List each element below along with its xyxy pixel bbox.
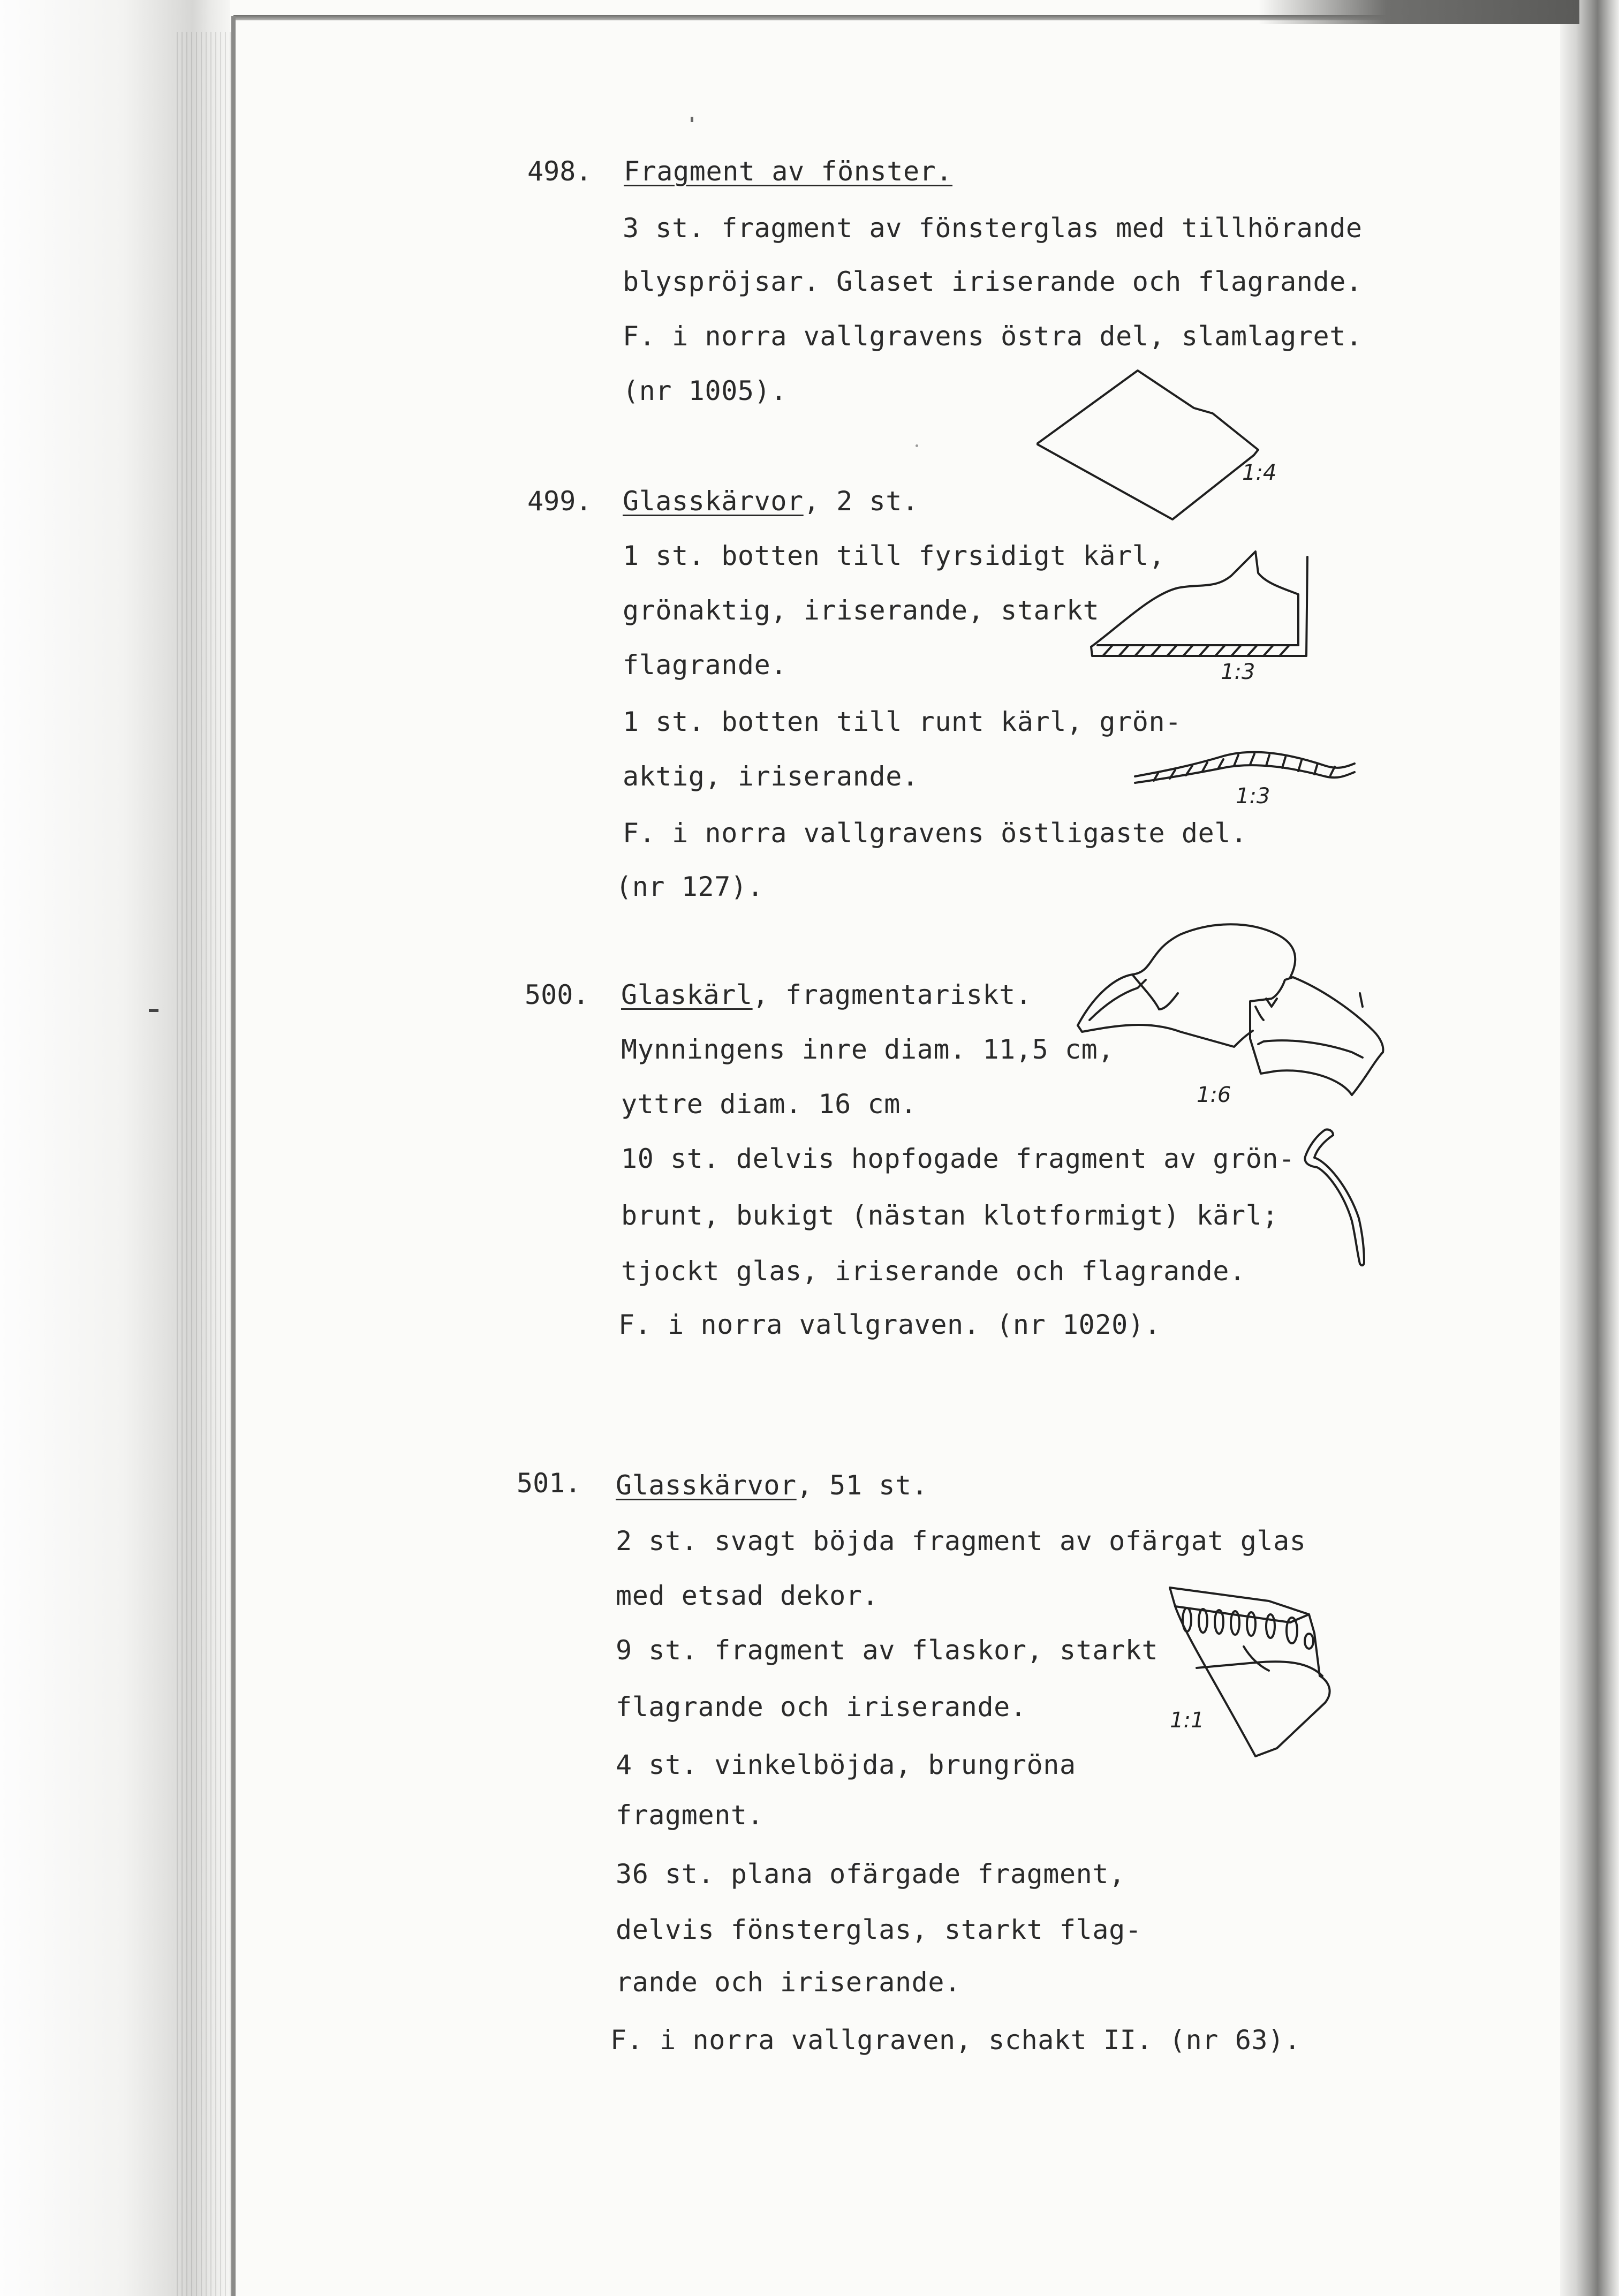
- entry-title: Glaskärl: [621, 979, 753, 1010]
- entry-text-line: aktig, iriserande.: [623, 761, 919, 792]
- entry-title-rest: , fragmentariskt.: [752, 979, 1032, 1010]
- entry-text-line: 3 st. fragment av fönsterglas med tillhörande: [623, 213, 1363, 244]
- stray-mark: [691, 117, 693, 122]
- entry-text-line: 1 st. botten till fyrsidigt kärl,: [623, 540, 1166, 571]
- page-corner-shadow: [1258, 0, 1579, 24]
- entry-text-line: flagrande.: [623, 649, 788, 681]
- entry-title-line: [621, 979, 1032, 1011]
- scale-label: 1:3: [1221, 660, 1255, 684]
- entry-text-line: F. i norra vallgraven. (nr 1020).: [618, 1309, 1161, 1340]
- etched-glass-fragment-sketch: [1164, 1582, 1357, 1764]
- window-glass-fragment-sketch: [1033, 364, 1269, 525]
- entry-text-line: 4 st. vinkelböjda, brungröna: [616, 1749, 1076, 1780]
- entry-text-line: flagrande och iriserande.: [616, 1691, 1027, 1723]
- page-left-border: [231, 16, 236, 2296]
- entry-title-line: [623, 485, 919, 517]
- entry-text-line: rande och iriserande.: [616, 1967, 961, 1998]
- entry-text-line: Mynningens inre diam. 11,5 cm,: [621, 1034, 1115, 1065]
- entry-text-line: blyspröjsar. Glaset iriserande och flagrande.: [623, 266, 1363, 297]
- entry-text-line: fragment.: [616, 1800, 764, 1831]
- entry-text-line: F. i norra vallgraven, schakt II. (nr 63).: [610, 2025, 1301, 2056]
- entry-text-line: (nr 127).: [616, 871, 764, 902]
- entry-text-line: brunt, bukigt (nästan klotformigt) kärl;: [621, 1200, 1279, 1231]
- entry-number: 499.: [527, 486, 592, 517]
- page-stack-edges: [177, 32, 236, 2296]
- entry-title-line: [616, 1469, 928, 1501]
- square-vessel-base-sketch: [1087, 546, 1312, 664]
- entry-text-line: med etsad dekor.: [616, 1580, 879, 1611]
- vessel-profile-sketch: [1296, 1124, 1381, 1269]
- book-right-edge: [1560, 0, 1619, 2296]
- entry-text-line: (nr 1005).: [623, 375, 788, 406]
- entry-text-line: tjockt glas, iriserande och flagrande.: [621, 1256, 1246, 1287]
- scale-label: 1:3: [1236, 784, 1270, 809]
- entry-text-line: F. i norra vallgravens östligaste del.: [623, 818, 1247, 849]
- margin-mark: [149, 1009, 158, 1012]
- entry-text-line: 2 st. svagt böjda fragment av ofärgat glas: [616, 1525, 1306, 1557]
- entry-text-line: grönaktig, iriserande, starkt: [623, 595, 1100, 626]
- entry-title: Glasskärvor: [616, 1470, 797, 1501]
- entry-text-line: delvis fönsterglas, starkt flag-: [616, 1914, 1142, 1945]
- entry-text-line: 9 st. fragment av flaskor, starkt: [616, 1635, 1159, 1666]
- entry-text-line: F. i norra vallgravens östra del, slamlagret.: [623, 321, 1363, 352]
- entry-number: 498.: [527, 156, 592, 187]
- entry-title-rest: , 51 st.: [796, 1470, 928, 1501]
- stray-mark: [916, 444, 918, 447]
- entry-title-rest: , 2 st.: [803, 486, 919, 517]
- entry-title: Glasskärvor: [623, 486, 804, 517]
- scale-label: 1:1: [1170, 1708, 1205, 1733]
- round-vessel-base-sketch: [1132, 744, 1357, 787]
- entry-number: 500.: [525, 979, 589, 1010]
- entry-text-line: 10 st. delvis hopfogade fragment av grön-: [621, 1143, 1295, 1174]
- entry-number: 501.: [517, 1468, 581, 1499]
- scale-label: 1:6: [1197, 1083, 1231, 1107]
- entry-text-line: yttre diam. 16 cm.: [621, 1089, 917, 1120]
- scale-label: 1:4: [1242, 460, 1277, 485]
- entry-title: Fragment av fönster.: [624, 156, 953, 187]
- entry-text-line: 1 st. botten till runt kärl, grön-: [623, 706, 1182, 737]
- entry-text-line: 36 st. plana ofärgade fragment,: [616, 1859, 1125, 1890]
- glass-vessel-fragments-sketch: [1073, 918, 1395, 1116]
